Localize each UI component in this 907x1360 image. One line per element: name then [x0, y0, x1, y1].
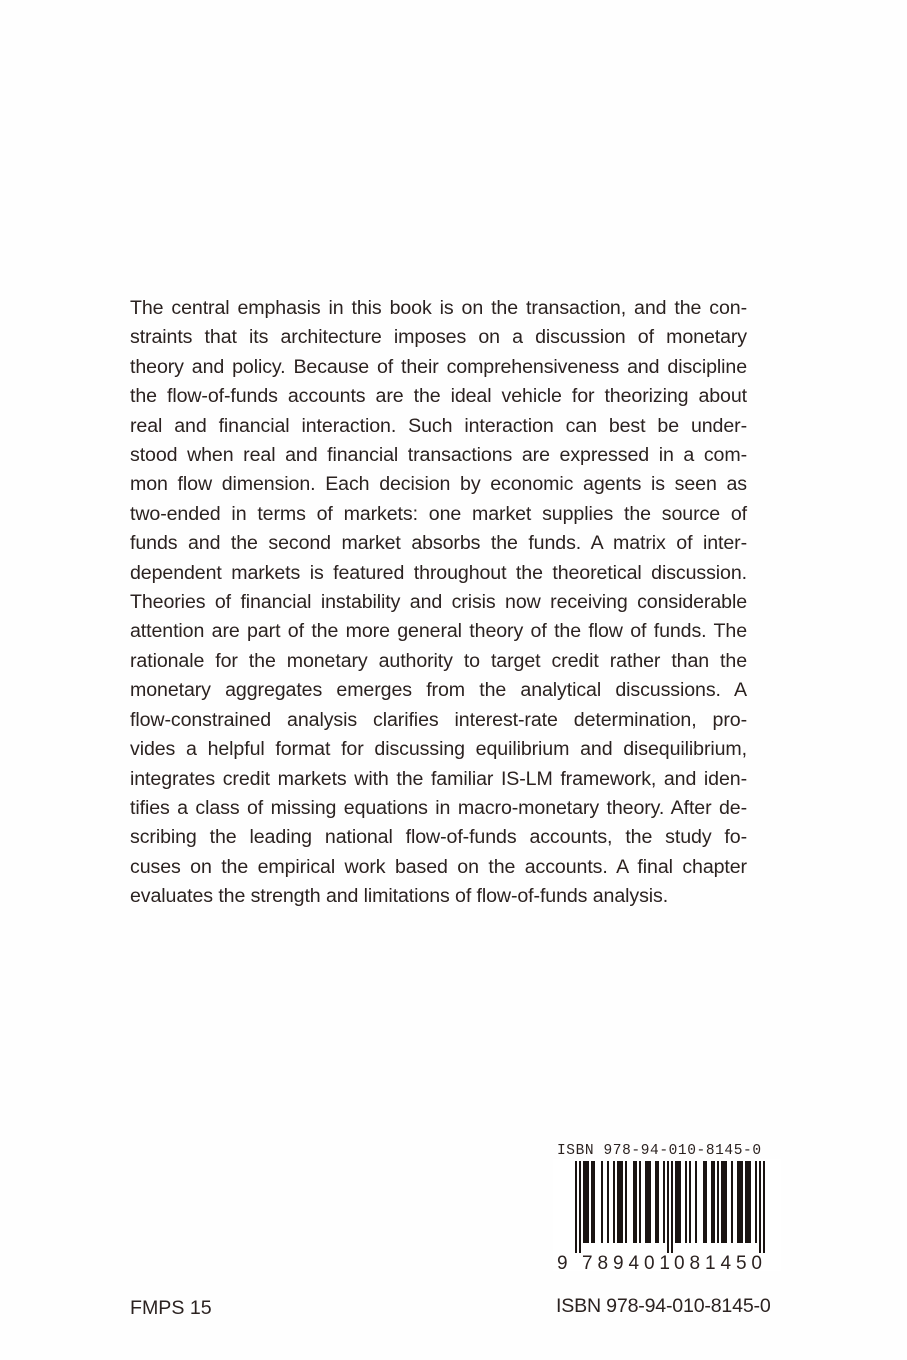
barcode-bar — [721, 1161, 727, 1243]
barcode-guard-bar — [671, 1161, 673, 1253]
barcode-bar — [645, 1161, 651, 1243]
isbn-footer: ISBN 978-94-010-8145-0 — [556, 1295, 771, 1317]
barcode-bars — [553, 1159, 781, 1271]
barcode-guard-bar — [759, 1161, 761, 1253]
barcode-digit-first: 9 — [557, 1253, 568, 1271]
barcode-bar — [601, 1161, 603, 1243]
barcode-bar — [633, 1161, 637, 1243]
blurb-line: attention are part of the more general theory of the flow of funds. The — [130, 620, 747, 643]
barcode-bar — [703, 1161, 707, 1243]
barcode-guard-bar — [575, 1161, 577, 1253]
barcode-bar — [675, 1161, 681, 1243]
barcode-bar — [745, 1161, 751, 1243]
barcode-guard-bar — [579, 1161, 581, 1253]
barcode-bar — [663, 1161, 665, 1243]
blurb-line: The central emphasis in this book is on the transaction, and the con- — [130, 297, 747, 319]
barcode-bar — [717, 1161, 719, 1243]
blurb-line: vides a helpful format for discussing equilibrium and disequilibrium, — [130, 738, 747, 761]
barcode — [553, 1143, 781, 1271]
barcode-bar — [731, 1161, 733, 1243]
barcode-guard-bar — [667, 1161, 669, 1253]
blurb-line: funds and the second market absorbs the funds. A matrix of inter- — [130, 532, 747, 555]
blurb-line: Theories of financial instability and crisis now receiving considerable — [130, 591, 747, 614]
barcode-guard-bar — [763, 1161, 765, 1253]
barcode-bar — [655, 1161, 659, 1243]
barcode-bar — [755, 1161, 757, 1243]
blurb-line: two-ended in terms of markets: one market supplies the source of — [130, 502, 747, 525]
blurb-line: rationale for the monetary authority to target credit rather than the — [130, 649, 747, 672]
blurb-line: flow-constrained analysis clarifies interest-rate determination, pro- — [130, 708, 747, 731]
blurb-line: stood when real and financial transactions are expressed in a com- — [130, 444, 747, 467]
barcode-isbn-label: ISBN 978-94-010-8145-0 — [557, 1143, 762, 1159]
barcode-bar — [607, 1161, 609, 1243]
blurb-line: evaluates the strength and limitations of flow-of-funds analysis. — [130, 885, 669, 908]
blurb-line: scribing the leading national flow-of-funds accounts, the study fo- — [130, 826, 747, 849]
barcode-bar — [737, 1161, 743, 1243]
blurb-line: theory and policy. Because of their comprehensiveness and discipline — [130, 355, 747, 378]
blurb-line: monetary aggregates emerges from the analytical discussions. A — [130, 679, 747, 702]
barcode-digits-right: 081450 — [674, 1253, 762, 1271]
blurb-line: straints that its architecture imposes on a discussion of monetary — [130, 326, 747, 349]
barcode-digits-left: 789401 — [582, 1253, 670, 1271]
barcode-bar — [695, 1161, 697, 1243]
barcode-bar — [685, 1161, 687, 1243]
blurb-line: real and financial interaction. Such interaction can best be under- — [130, 414, 747, 437]
barcode-bar — [613, 1161, 615, 1243]
blurb-line: mon flow dimension. Each decision by economic agents is seen as — [130, 473, 747, 496]
blurb-line: the flow-of-funds accounts are the ideal vehicle for theorizing about — [130, 385, 747, 408]
blurb-line: integrates credit markets with the familiar IS-LM framework, and iden- — [130, 767, 747, 790]
barcode-bar — [583, 1161, 589, 1243]
blurb-text — [130, 294, 747, 912]
barcode-bar — [625, 1161, 627, 1243]
series-label: FMPS 15 — [130, 1297, 212, 1319]
blurb-line: dependent markets is featured throughout the theoretical discussion. — [130, 561, 747, 584]
barcode-bar — [689, 1161, 691, 1243]
blurb-line: tifies a class of missing equations in macro-monetary theory. After de- — [130, 796, 747, 819]
barcode-bar — [711, 1161, 715, 1243]
blurb-line: cuses on the empirical work based on the accounts. A final chapter — [130, 855, 747, 878]
barcode-bar — [591, 1161, 595, 1243]
barcode-bar — [639, 1161, 641, 1243]
barcode-bar — [617, 1161, 623, 1243]
